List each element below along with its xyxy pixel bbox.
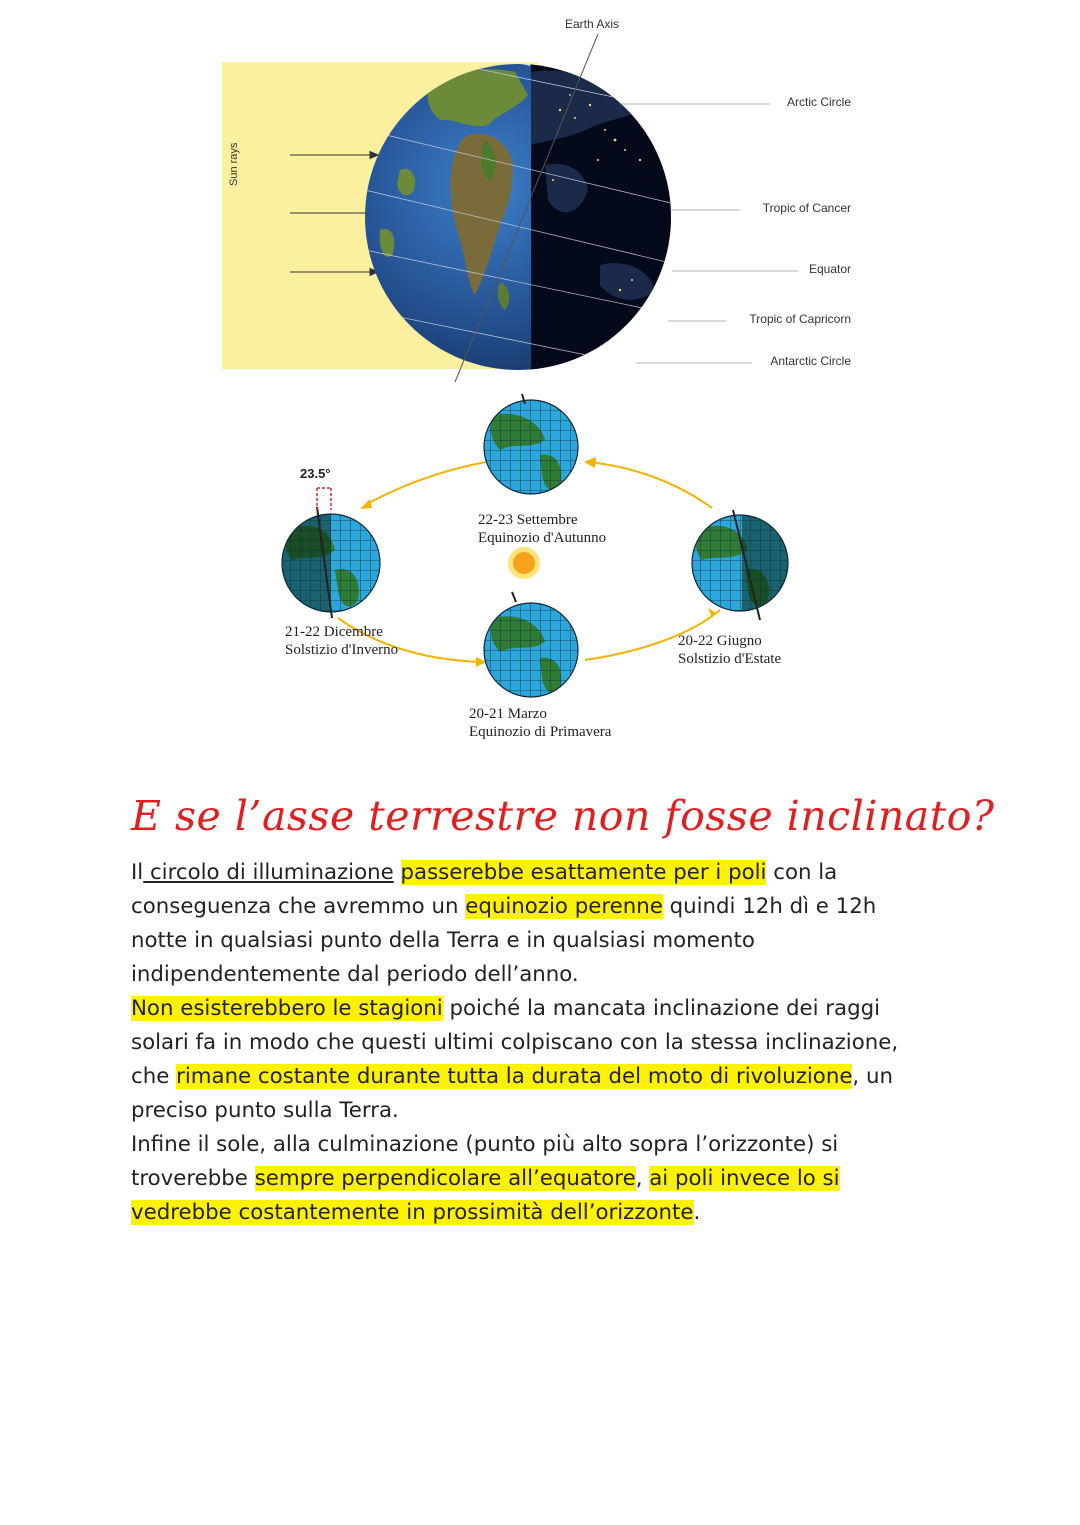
seasons-orbit-figure <box>0 380 1080 760</box>
highlighted-text: equinozio perenne <box>465 894 663 919</box>
highlighted-text: rimane costante durante tutta la durata del moto di rivoluzione <box>176 1064 853 1089</box>
march-date: 20-21 Marzo <box>469 706 547 722</box>
text-line <box>131 1196 961 1230</box>
march-name: Equinozio di Primavera <box>469 724 612 740</box>
september-date: 22-23 Settembre <box>478 512 578 528</box>
text-line <box>131 1060 961 1094</box>
text-line: solari fa in modo che questi ultimi colpiscano con la stessa inclinazione, <box>131 1030 899 1055</box>
sun-icon <box>508 547 540 579</box>
text-run: poiché la mancata inclinazione dei raggi <box>442 996 881 1021</box>
march-equinox-label <box>469 705 611 741</box>
highlighted-text: passerebbe esattamente per i poli <box>400 860 767 885</box>
text-run: Il <box>131 860 144 885</box>
text-run: conseguenza che avremmo un <box>131 894 466 919</box>
text-line <box>131 856 961 890</box>
tropic-of-cancer-label: Tropic of Cancer <box>762 201 851 215</box>
globe-september <box>480 394 590 505</box>
body-paragraph <box>131 856 961 1230</box>
june-date: 20-22 Giugno <box>678 633 762 649</box>
globe-march <box>480 592 590 710</box>
text-run: , <box>635 1166 650 1191</box>
antarctic-circle-label: Antarctic Circle <box>770 354 851 368</box>
text-line: Infine il sole, alla culminazione (punto più alto sopra l’orizzonte) si <box>131 1132 839 1157</box>
december-name: Solstizio d'Inverno <box>285 642 399 658</box>
text-line: preciso punto sulla Terra. <box>131 1098 399 1123</box>
text-line: notte in qualsiasi punto della Terra e in qualsiasi momento <box>131 928 755 953</box>
highlighted-text: ai poli invece lo si <box>649 1166 840 1191</box>
sun-rays-label: Sun rays <box>228 142 240 186</box>
september-equinox-label <box>478 511 606 547</box>
seasons-orbit-svg <box>0 380 1080 760</box>
text-line <box>131 992 961 1026</box>
axial-tilt-label: 23.5° <box>300 466 331 481</box>
tropic-of-capricorn-label: Tropic of Capricorn <box>749 312 851 326</box>
text-run: quindi 12h dì e 12h <box>662 894 877 919</box>
underlined-term: circolo di illuminazione <box>143 860 394 885</box>
text-run: che <box>131 1064 177 1089</box>
globe-june <box>690 510 798 620</box>
june-solstice-label <box>678 632 781 668</box>
text-run <box>394 860 401 885</box>
text-run: , un <box>852 1064 893 1089</box>
text-line <box>131 1162 961 1196</box>
section-heading: E se l’asse terrestre non fosse inclinato? <box>131 792 995 840</box>
highlighted-text: sempre perpendicolare all’equatore <box>254 1166 636 1191</box>
text-run: con la <box>766 860 838 885</box>
equator-label: Equator <box>808 262 851 276</box>
text-run: troverebbe <box>131 1166 255 1191</box>
december-date: 21-22 Dicembre <box>285 624 383 640</box>
earth-illumination-figure <box>0 0 1080 390</box>
arctic-circle-label: Arctic Circle <box>786 95 851 109</box>
earth-axis-label: Earth Axis <box>565 17 620 31</box>
december-solstice-label <box>285 623 398 659</box>
highlighted-text: vedrebbe costantemente in prossimità dell’orizzonte <box>131 1200 694 1225</box>
highlighted-text: Non esisterebbero le stagioni <box>131 996 443 1021</box>
text-run: . <box>693 1200 701 1225</box>
earth-illumination-svg <box>0 0 1080 390</box>
june-name: Solstizio d'Estate <box>678 651 782 667</box>
text-line: indipendentemente dal periodo dell’anno. <box>131 962 579 987</box>
september-name: Equinozio d'Autunno <box>478 530 607 546</box>
text-line <box>131 890 961 924</box>
